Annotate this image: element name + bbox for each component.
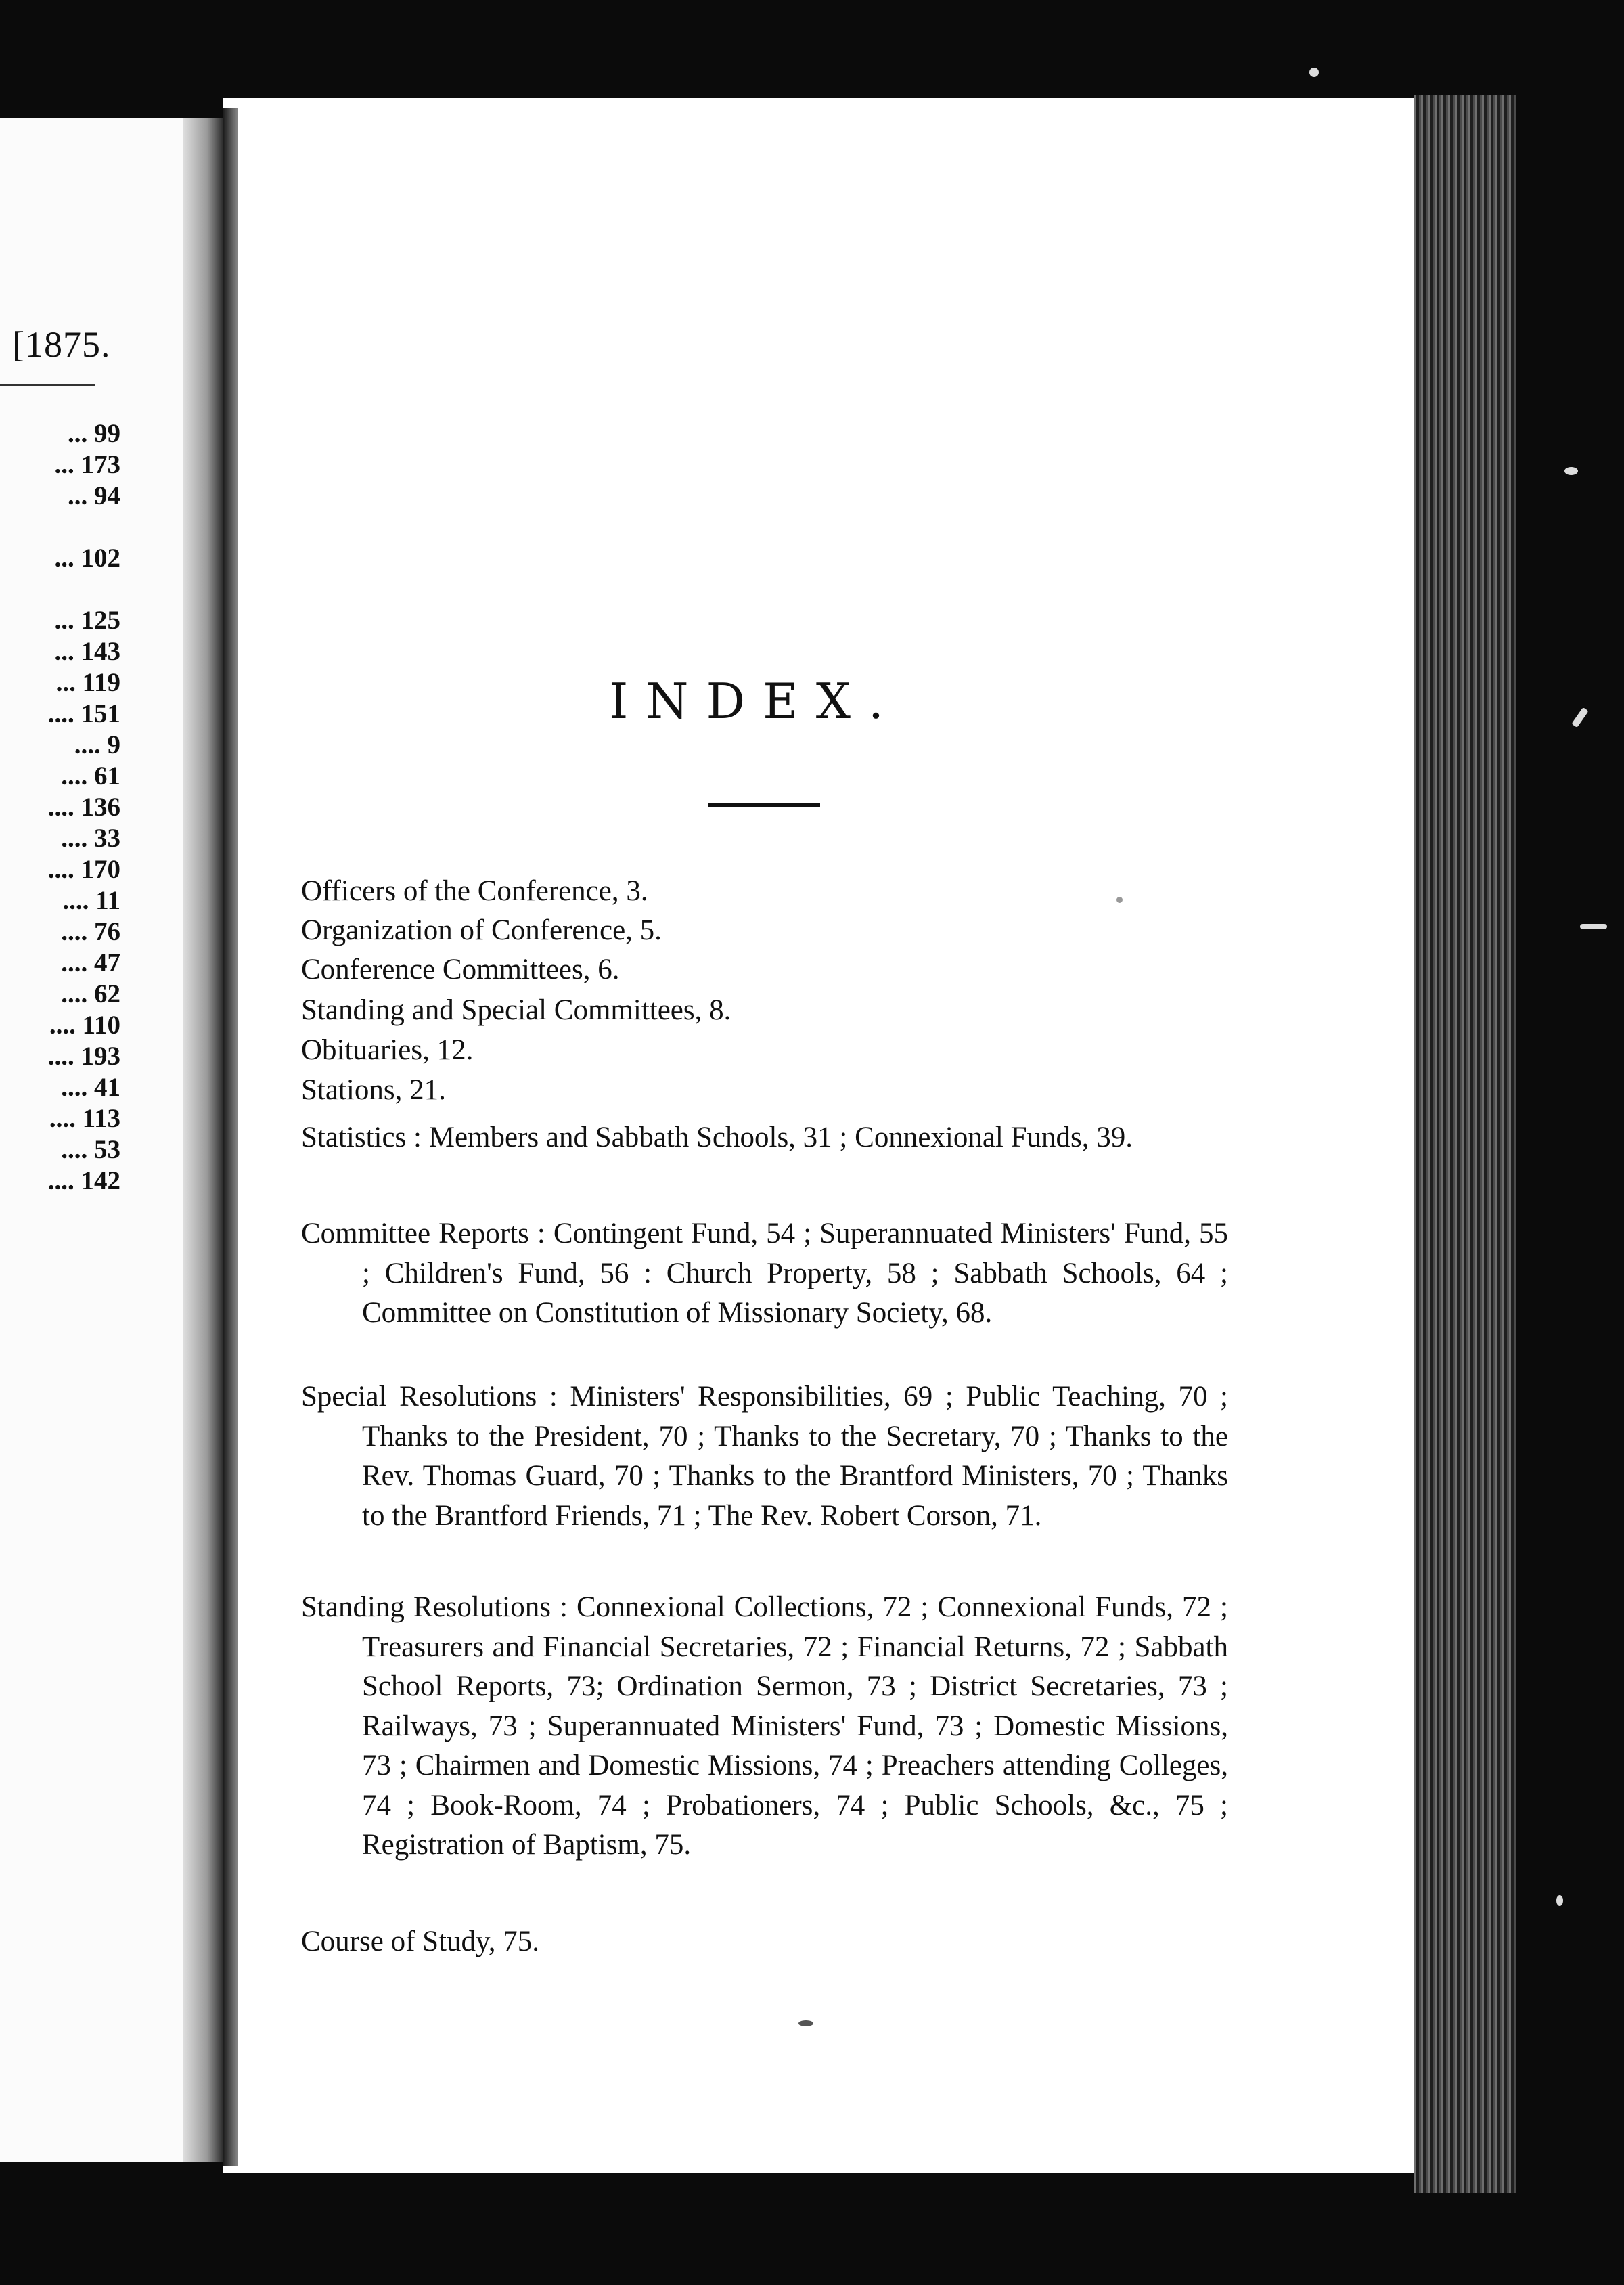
left-page-gutter [183, 118, 223, 2162]
index-entry-special-resolutions: Special Resolutions : Ministers' Responsibilities, 69 ; Public Teaching, 70 ; Thanks to the President, 70 ; Thanks to the Secretary, 70 ; Thanks to the Rev. Thomas Guard, 70 ; Thanks to the Brantford Ministers, 70 ; Thanks to the Brantford Friends, 71 ; The Rev. Robert Corson, 71. [301, 1381, 1228, 1532]
index-entry-organization: Organization of Conference, 5. [301, 914, 662, 946]
index-title-rule [708, 803, 820, 807]
scan-speck [1571, 707, 1588, 728]
left-page-ref-row: .... 170 [47, 855, 120, 884]
left-page-ref-row: .... 142 [47, 1166, 120, 1195]
left-page-ref-row: .... 9 [74, 730, 120, 759]
index-entry-conference-committees: Conference Committees, 6. [301, 954, 620, 985]
left-page-ref-row: .... 11 [62, 886, 120, 915]
scan-speck [1309, 68, 1319, 77]
left-page-ref-row: .... 110 [49, 1011, 120, 1040]
index-entry-course-of-study: Course of Study, 75. [301, 1926, 539, 1957]
left-page-header-rule [0, 384, 95, 386]
left-page-ref-row: .... 76 [61, 917, 120, 946]
index-entry-obituaries: Obituaries, 12. [301, 1034, 474, 1066]
left-page-ref-row: .... 53 [61, 1135, 120, 1164]
left-page-ref-row: .... 33 [61, 824, 120, 853]
index-entry-standing-resolutions: Standing Resolutions : Connexional Collections, 72 ; Connexional Funds, 72 ; Treasurers and Financial Secretaries, 72 ; Financial Returns, 72 ; Sabbath School Reports, 73; Ordination Sermon, 73 ; District Secretaries, 73 ; Railways, 73 ; Superannuated Ministers' Fund, 73 ; Domestic Missions, 73 ; Chairmen and Domestic Missions, 74 ; Preachers attending Colleges, 74 ; Book-Room, 74 ; Probationers, 74 ; Public Schools, &c., 75 ; Registration of Baptism, 75. [301, 1591, 1228, 1861]
book-page-edges [1414, 95, 1516, 2193]
left-page-ref-row: .... 193 [47, 1042, 120, 1071]
left-page-ref-row: ... 102 [54, 543, 120, 573]
scan-speck [1116, 897, 1123, 903]
left-page-ref-row: .... 136 [47, 793, 120, 822]
left-page-ref-row: .... 151 [47, 699, 120, 728]
left-page-ref-row: ... 94 [68, 481, 120, 510]
scan-speck [1580, 924, 1607, 929]
index-entry-standing-special-committees: Standing and Special Committees, 8. [301, 994, 731, 1026]
index-entry-officers: Officers of the Conference, 3. [301, 875, 648, 907]
left-page-ref-row: ... 125 [54, 606, 120, 635]
scan-speck [1564, 467, 1578, 475]
scan-speck [1556, 1895, 1563, 1906]
left-page-year-header: [1875. [12, 324, 111, 365]
left-page-ref-row: ... 173 [54, 450, 120, 479]
right-page-gutter [223, 108, 238, 2166]
index-entry-statistics: Statistics : Members and Sabbath Schools, 31 ; Connexional Funds, 39. [301, 1122, 1133, 1153]
left-page-ref-row: .... 47 [61, 948, 120, 977]
scan-speck [798, 2020, 813, 2026]
left-page-ref-row: .... 41 [61, 1073, 120, 1102]
index-entry-stations: Stations, 21. [301, 1074, 446, 1106]
left-page-ref-row: ... 119 [55, 668, 120, 697]
left-page-ref-row: ... 143 [54, 637, 120, 666]
left-page-ref-row: ... 99 [68, 419, 120, 448]
index-entry-committee-reports: Committee Reports : Contingent Fund, 54 ; Superannuated Ministers' Fund, 55 ; Children's Fund, 56 : Church Property, 58 ; Sabbath Schools, 64 ; Committee on Constitution of Missionary Society, 68. [301, 1218, 1228, 1329]
left-page-ref-row: .... 61 [61, 761, 120, 791]
left-page-ref-row: .... 62 [61, 979, 120, 1008]
left-page-ref-row: .... 113 [49, 1104, 120, 1133]
index-title: INDEX. [609, 673, 901, 730]
